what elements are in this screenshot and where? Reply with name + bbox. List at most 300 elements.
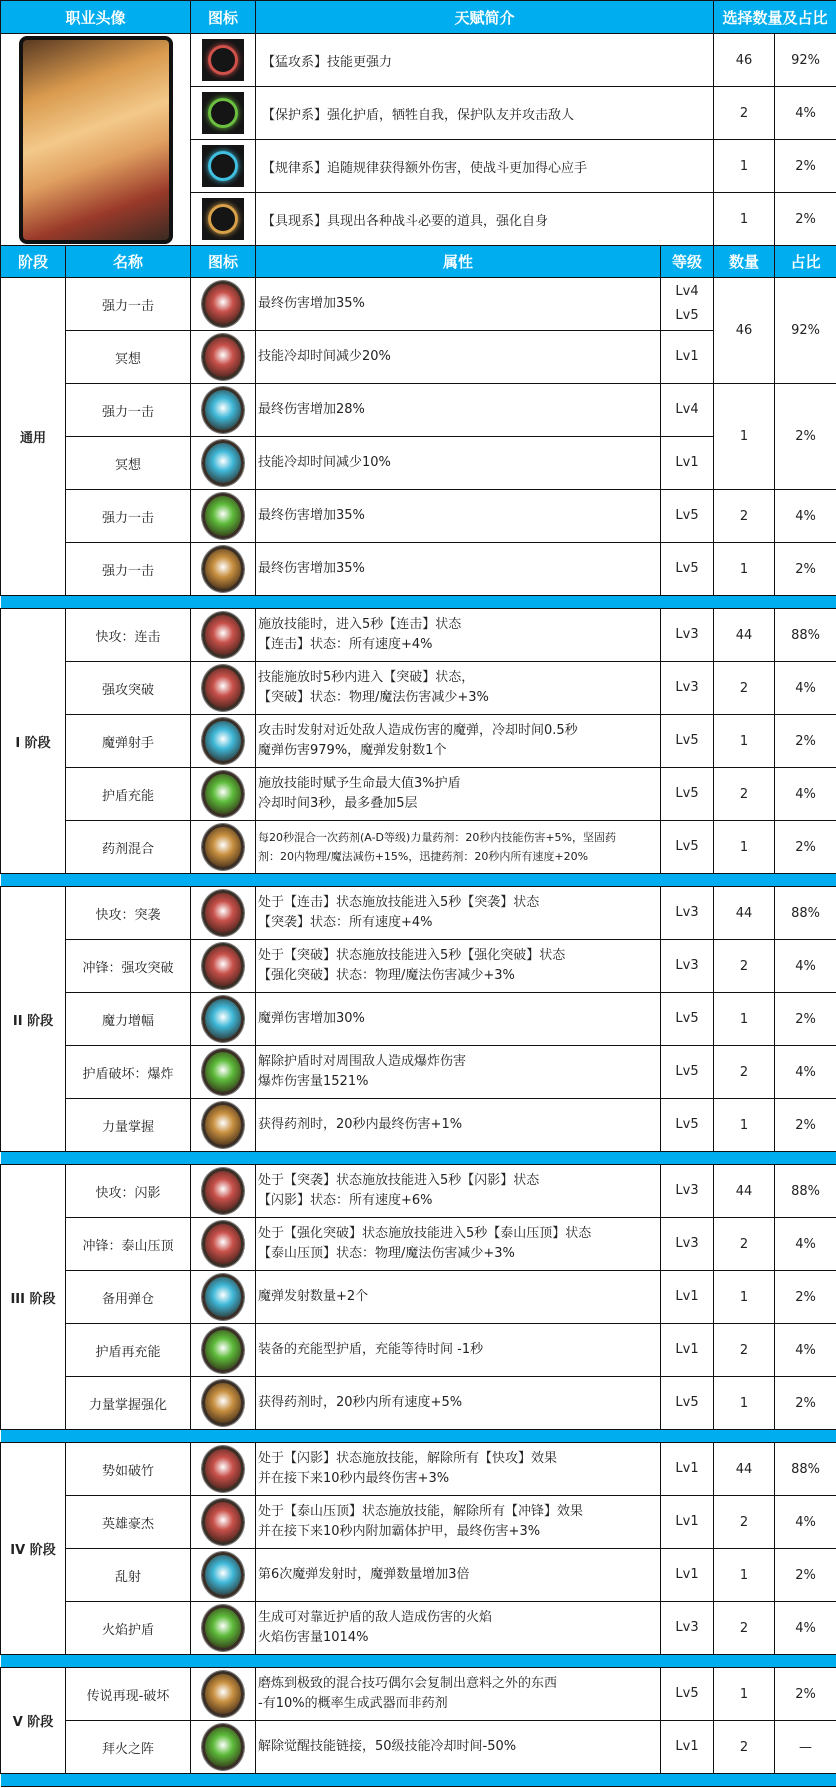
stage-label: III 阶段 (1, 1165, 66, 1430)
skill-row (1, 384, 836, 437)
pick-percent: 2% (775, 1271, 836, 1324)
stage-separator (1, 1774, 836, 1787)
pick-percent: — (775, 1721, 836, 1774)
skill-icon (202, 440, 244, 486)
skill-icon (202, 1446, 244, 1492)
talent-percent: 4% (775, 87, 836, 140)
attribute-line: 磨炼到极致的混合技巧偶尔会复制出意料之外的东西 (258, 1676, 558, 1691)
talent-description: 【规律系】追随规律获得额外伤害，使战斗更加得心应手 (256, 140, 714, 193)
level-value: Lv3 (675, 958, 699, 973)
attribute-line: 施放技能时，进入5秒【连击】状态 (258, 617, 462, 632)
header-count: 数量 (714, 246, 775, 278)
skill-level (661, 821, 714, 874)
skill-attribute (256, 1046, 661, 1099)
attribute-line: 攻击时发射对近处敌人造成伤害的魔弹，冷却时间0.5秒 (258, 723, 578, 738)
skill-level (661, 1218, 714, 1271)
attribute-line: 解除护盾时对周围敌人造成爆炸伤害 (258, 1054, 467, 1069)
skill-row (1, 1218, 836, 1271)
skill-name: 护盾破坏：爆炸 (66, 1046, 191, 1099)
talent-count: 1 (714, 193, 775, 246)
skill-icon-cell (191, 1443, 256, 1496)
skill-attribute (256, 1549, 661, 1602)
stage-label: I 阶段 (1, 609, 66, 874)
skill-icon (202, 718, 244, 764)
skill-icon (202, 612, 244, 658)
skill-icon (202, 1499, 244, 1545)
skill-row (1, 1099, 836, 1152)
pick-count: 1 (714, 993, 775, 1046)
level-value: Lv3 (675, 627, 699, 642)
skill-row (1, 278, 836, 331)
skill-name: 魔弹射手 (66, 715, 191, 768)
pick-count: 46 (714, 278, 775, 384)
skill-level (661, 1099, 714, 1152)
level-value: Lv4 (675, 402, 699, 417)
skill-level (661, 993, 714, 1046)
skill-level (661, 1271, 714, 1324)
skill-row (1, 1165, 836, 1218)
skill-attribute (256, 1271, 661, 1324)
attribute-line: 装备的充能型护盾，充能等待时间 -1秒 (258, 1342, 484, 1357)
pick-count: 2 (714, 940, 775, 993)
skill-icon-cell (191, 1549, 256, 1602)
attribute-line: 【突破】状态：物理/魔法伤害减少+3% (258, 690, 489, 705)
skill-name: 强力一击 (66, 490, 191, 543)
skill-row (1, 609, 836, 662)
header-icon: 图标 (191, 1, 256, 34)
skill-icon (202, 665, 244, 711)
skill-name: 乱射 (66, 1549, 191, 1602)
level-value: Lv5 (675, 508, 699, 523)
level-value: Lv1 (675, 1567, 699, 1582)
attribute-line: 获得药剂时，20秒内最终伤害+1% (258, 1117, 463, 1132)
level-value: Lv3 (675, 680, 699, 695)
level-value: Lv5 (675, 733, 699, 748)
pick-percent: 4% (775, 1218, 836, 1271)
skill-name: 英雄豪杰 (66, 1496, 191, 1549)
skill-icon (202, 996, 244, 1042)
header-stage: 阶段 (1, 246, 66, 278)
skill-name: 强攻突破 (66, 662, 191, 715)
level-value: Lv1 (675, 1342, 699, 1357)
attribute-line: 最终伤害增加35% (258, 296, 365, 311)
skill-attribute (256, 1721, 661, 1774)
skill-icon-cell (191, 437, 256, 490)
skill-icon-cell (191, 331, 256, 384)
attribute-line: 处于【强化突破】状态施放技能进入5秒【泰山压顶】状态 (258, 1226, 592, 1241)
pick-count: 1 (714, 1668, 775, 1721)
class-portrait (19, 36, 173, 244)
skill-icon (202, 1168, 244, 1214)
header-attr: 属性 (256, 246, 661, 278)
skill-row (1, 940, 836, 993)
pick-percent: 4% (775, 1496, 836, 1549)
pick-percent: 4% (775, 940, 836, 993)
level-value: Lv5 (675, 839, 699, 854)
talent-count: 46 (714, 34, 775, 87)
attribute-line: 处于【突袭】状态施放技能进入5秒【闪影】状态 (258, 1173, 540, 1188)
skill-attribute (256, 1668, 661, 1721)
pick-count: 1 (714, 1271, 775, 1324)
stage-label: V 阶段 (1, 1668, 66, 1774)
pick-count: 2 (714, 768, 775, 821)
pick-percent: 4% (775, 768, 836, 821)
level-value: Lv3 (675, 1620, 699, 1635)
attribute-line: 火焰伤害量1014% (258, 1630, 369, 1645)
skill-level (661, 940, 714, 993)
skill-attribute (256, 1377, 661, 1430)
attribute-line: 获得药剂时，20秒内所有速度+5% (258, 1395, 463, 1410)
skill-name: 势如破竹 (66, 1443, 191, 1496)
skill-attribute (256, 768, 661, 821)
pick-count: 44 (714, 1443, 775, 1496)
talent-row (1, 34, 836, 87)
skill-level (661, 1668, 714, 1721)
pick-count: 1 (714, 543, 775, 596)
skill-row (1, 662, 836, 715)
skill-name: 冥想 (66, 331, 191, 384)
skill-icon (202, 281, 244, 327)
pick-percent: 2% (775, 715, 836, 768)
skill-attribute (256, 490, 661, 543)
pick-percent: 2% (775, 821, 836, 874)
pick-count: 2 (714, 1324, 775, 1377)
attribute-line: 施放技能时赋予生命最大值3%护盾 (258, 776, 461, 791)
separator-bar (1, 1152, 836, 1165)
attribute-line: 并在接下来10秒内最终伤害+3% (258, 1471, 450, 1486)
skill-attribute (256, 821, 661, 874)
skill-level (661, 715, 714, 768)
pick-count: 1 (714, 1377, 775, 1430)
pick-percent: 88% (775, 609, 836, 662)
skill-icon-cell (191, 768, 256, 821)
skill-name: 传说再现-破坏 (66, 1668, 191, 1721)
skill-name: 快攻：连击 (66, 609, 191, 662)
skill-row (1, 1721, 836, 1774)
emblem-ring-icon (208, 204, 238, 234)
pick-percent: 88% (775, 887, 836, 940)
pick-count: 2 (714, 1046, 775, 1099)
skill-icon (202, 943, 244, 989)
skills-header-row (1, 246, 836, 278)
skill-attribute (256, 940, 661, 993)
pick-count: 1 (714, 821, 775, 874)
skill-level (661, 609, 714, 662)
header-name: 名称 (66, 246, 191, 278)
emblem-ring-icon (208, 45, 238, 75)
pick-percent: 2% (775, 993, 836, 1046)
skill-name: 冥想 (66, 437, 191, 490)
skill-level (661, 1496, 714, 1549)
attribute-line: 最终伤害增加35% (258, 508, 365, 523)
pick-percent: 4% (775, 1602, 836, 1655)
level-value: Lv5 (675, 1395, 699, 1410)
skill-icon-cell (191, 715, 256, 768)
attribute-line: 技能施放时5秒内进入【突破】状态， (258, 670, 475, 685)
skill-attribute (256, 609, 661, 662)
skill-row (1, 1271, 836, 1324)
skill-row (1, 543, 836, 596)
talent-count: 1 (714, 140, 775, 193)
talent-emblem-icon (202, 39, 244, 81)
skill-row (1, 768, 836, 821)
attribute-line: 最终伤害增加28% (258, 402, 365, 417)
skill-row (1, 1668, 836, 1721)
level-value: Lv5 (675, 1011, 699, 1026)
stage-label: 通用 (1, 278, 66, 596)
attribute-line: 魔弹伤害增加30% (258, 1011, 365, 1026)
pick-percent: 88% (775, 1443, 836, 1496)
header-summary: 天赋简介 (256, 1, 714, 34)
header-pct: 占比 (775, 246, 836, 278)
skill-name: 强力一击 (66, 543, 191, 596)
pick-count: 1 (714, 384, 775, 490)
portrait-cell (1, 34, 191, 246)
skill-icon-cell (191, 543, 256, 596)
pick-percent: 4% (775, 1324, 836, 1377)
pick-count: 2 (714, 1496, 775, 1549)
pick-count: 2 (714, 490, 775, 543)
skill-icon-cell (191, 1377, 256, 1430)
pick-percent: 88% (775, 1165, 836, 1218)
skill-icon-cell (191, 662, 256, 715)
attribute-line: 生成可对靠近护盾的敌人造成伤害的火焰 (258, 1610, 493, 1625)
pick-percent: 92% (775, 278, 836, 384)
skill-level (661, 1046, 714, 1099)
talent-count: 2 (714, 87, 775, 140)
stage-label: II 阶段 (1, 887, 66, 1152)
skill-row (1, 1496, 836, 1549)
skill-icon-cell (191, 821, 256, 874)
skill-row (1, 1324, 836, 1377)
skill-attribute (256, 543, 661, 596)
skill-icon-cell (191, 1668, 256, 1721)
talent-icon-cell (191, 140, 256, 193)
skill-attribute (256, 1324, 661, 1377)
attribute-line: 【突袭】状态：所有速度+4% (258, 915, 433, 930)
attribute-line: 解除觉醒技能链接，50级技能冷却时间-50% (258, 1739, 517, 1754)
skill-row (1, 1602, 836, 1655)
skill-level (661, 278, 714, 331)
skill-name: 拜火之阵 (66, 1721, 191, 1774)
skill-name: 快攻：闪影 (66, 1165, 191, 1218)
attribute-line: 每20秒混合一次药剂(A-D等级)力量药剂：20秒内技能伤害+5%，坚固药 (258, 831, 616, 844)
skill-level (661, 768, 714, 821)
attribute-line: 最终伤害增加35% (258, 561, 365, 576)
level-value: Lv4 (675, 284, 699, 299)
stage-separator (1, 1430, 836, 1443)
skill-name: 魔力增幅 (66, 993, 191, 1046)
skill-attribute (256, 1443, 661, 1496)
skill-attribute (256, 331, 661, 384)
separator-bar (1, 1430, 836, 1443)
skill-attribute (256, 1602, 661, 1655)
skill-attribute (256, 437, 661, 490)
stage-label: IV 阶段 (1, 1443, 66, 1655)
attribute-line: 第6次魔弹发射时，魔弹数量增加3倍 (258, 1567, 470, 1582)
pick-count: 2 (714, 662, 775, 715)
pick-count: 2 (714, 1602, 775, 1655)
skill-level (661, 543, 714, 596)
skill-attribute (256, 662, 661, 715)
skill-level (661, 662, 714, 715)
header-icon: 图标 (191, 246, 256, 278)
pick-count: 1 (714, 715, 775, 768)
separator-bar (1, 596, 836, 609)
level-value: Lv1 (675, 455, 699, 470)
skill-level (661, 490, 714, 543)
skill-name: 力量掌握 (66, 1099, 191, 1152)
attribute-line: 处于【连击】状态施放技能进入5秒【突袭】状态 (258, 895, 540, 910)
header-level: 等级 (661, 246, 714, 278)
skill-icon (202, 824, 244, 870)
talent-icon-cell (191, 34, 256, 87)
skill-row (1, 1549, 836, 1602)
skill-icon (202, 890, 244, 936)
pick-count: 2 (714, 1218, 775, 1271)
skill-icon-cell (191, 1721, 256, 1774)
talent-icon-cell (191, 87, 256, 140)
skill-row (1, 715, 836, 768)
summary-header-row (1, 1, 836, 34)
pick-percent: 2% (775, 1377, 836, 1430)
skill-icon (202, 387, 244, 433)
level-value: Lv5 (675, 308, 699, 323)
skill-icon-cell (191, 490, 256, 543)
skill-level (661, 331, 714, 384)
skill-level (661, 384, 714, 437)
skill-icon (202, 1671, 244, 1717)
stage-separator (1, 596, 836, 609)
emblem-ring-icon (208, 151, 238, 181)
skill-icon-cell (191, 993, 256, 1046)
attribute-line: 【强化突破】状态：物理/魔法伤害减少+3% (258, 968, 515, 983)
skill-icon (202, 1049, 244, 1095)
attribute-line: 冷却时间3秒，最多叠加5层 (258, 796, 418, 811)
separator-bar (1, 874, 836, 887)
pick-percent: 2% (775, 543, 836, 596)
skill-icon (202, 1221, 244, 1267)
stage-separator (1, 1152, 836, 1165)
level-value: Lv5 (675, 1117, 699, 1132)
stage-separator (1, 1655, 836, 1668)
attribute-line: 魔弹伤害979%，魔弹发射数1个 (258, 743, 447, 758)
skill-name: 快攻：突袭 (66, 887, 191, 940)
header-selection: 选择数量及占比 (714, 1, 836, 34)
skill-attribute (256, 1496, 661, 1549)
skill-row (1, 1046, 836, 1099)
talent-description: 【具现系】具现出各种战斗必要的道具，强化自身 (256, 193, 714, 246)
skill-name: 强力一击 (66, 384, 191, 437)
skill-icon-cell (191, 1271, 256, 1324)
skill-row (1, 993, 836, 1046)
skill-icon (202, 546, 244, 592)
attribute-line: 【闪影】状态：所有速度+6% (258, 1193, 433, 1208)
skill-level (661, 1602, 714, 1655)
attribute-line: 处于【闪影】状态施放技能，解除所有【快攻】效果 (258, 1451, 558, 1466)
pick-percent: 2% (775, 1099, 836, 1152)
talent-percent: 2% (775, 193, 836, 246)
skill-attribute (256, 1165, 661, 1218)
skill-attribute (256, 384, 661, 437)
skill-level (661, 1549, 714, 1602)
skill-name: 力量掌握强化 (66, 1377, 191, 1430)
stage-separator (1, 874, 836, 887)
attribute-line: 爆炸伤害量1521% (258, 1074, 369, 1089)
skill-icon-cell (191, 1496, 256, 1549)
level-value: Lv1 (675, 1514, 699, 1529)
attribute-line: 【连击】状态：所有速度+4% (258, 637, 433, 652)
attribute-line: 【泰山压顶】状态：物理/魔法伤害减少+3% (258, 1246, 515, 1261)
attribute-line: 并在接下来10秒内附加霸体护甲，最终伤害+3% (258, 1524, 541, 1539)
skill-level (661, 1324, 714, 1377)
skill-icon-cell (191, 1099, 256, 1152)
skill-icon (202, 1327, 244, 1373)
skill-level (661, 887, 714, 940)
skill-attribute (256, 993, 661, 1046)
talent-emblem-icon (202, 145, 244, 187)
skill-icon-cell (191, 278, 256, 331)
level-value: Lv3 (675, 1183, 699, 1198)
level-value: Lv1 (675, 1289, 699, 1304)
skill-icon-cell (191, 609, 256, 662)
attribute-line: -有10%的概率生成武器而非药剂 (258, 1696, 448, 1711)
skill-icon-cell (191, 1324, 256, 1377)
skill-icon (202, 493, 244, 539)
skill-level (661, 1165, 714, 1218)
skill-icon-cell (191, 1046, 256, 1099)
talent-description: 【保护系】强化护盾，牺牲自我，保护队友并攻击敌人 (256, 87, 714, 140)
pick-count: 2 (714, 1721, 775, 1774)
attribute-line: 处于【突破】状态施放技能进入5秒【强化突破】状态 (258, 948, 566, 963)
skill-attribute (256, 278, 661, 331)
skill-icon (202, 1605, 244, 1651)
pick-percent: 2% (775, 1549, 836, 1602)
emblem-ring-icon (208, 98, 238, 128)
attribute-line: 魔弹发射数量+2个 (258, 1289, 369, 1304)
skill-icon (202, 1552, 244, 1598)
level-value: Lv1 (675, 349, 699, 364)
skill-icon (202, 1274, 244, 1320)
level-value: Lv3 (675, 905, 699, 920)
level-value: Lv3 (675, 1236, 699, 1251)
skill-icon-cell (191, 384, 256, 437)
pick-count: 1 (714, 1549, 775, 1602)
skill-name: 护盾再充能 (66, 1324, 191, 1377)
skill-attribute (256, 715, 661, 768)
talent-icon-cell (191, 193, 256, 246)
pick-percent: 4% (775, 662, 836, 715)
skill-icon (202, 1380, 244, 1426)
skill-row (1, 1443, 836, 1496)
skill-row (1, 437, 836, 490)
pick-percent: 4% (775, 490, 836, 543)
level-value: Lv5 (675, 561, 699, 576)
skill-name: 药剂混合 (66, 821, 191, 874)
header-portrait: 职业头像 (1, 1, 191, 34)
level-value: Lv5 (675, 1064, 699, 1079)
skill-icon (202, 1724, 244, 1770)
skill-level (661, 1443, 714, 1496)
skill-name: 冲锋：泰山压顶 (66, 1218, 191, 1271)
skill-icon-cell (191, 1165, 256, 1218)
skill-row (1, 490, 836, 543)
pick-count: 44 (714, 609, 775, 662)
skill-attribute (256, 887, 661, 940)
skill-icon (202, 771, 244, 817)
pick-count: 44 (714, 887, 775, 940)
level-value: Lv1 (675, 1461, 699, 1476)
